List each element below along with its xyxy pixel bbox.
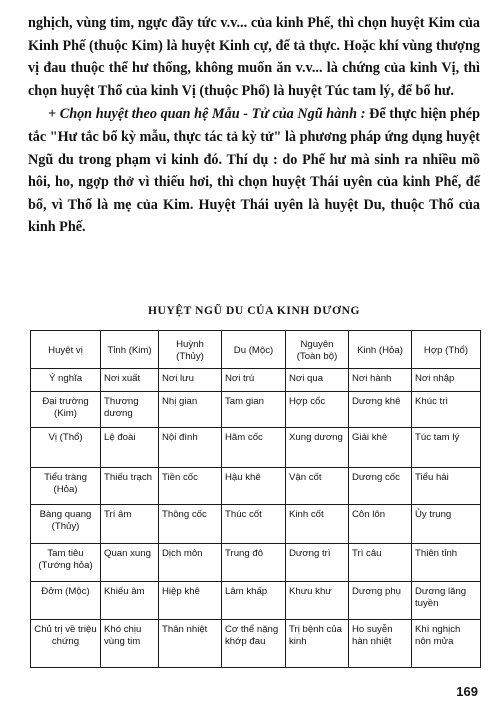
table-row [31,544,481,582]
table-cell: Lâm khấp [222,582,286,620]
table-cell: Túc tam lý [412,428,481,468]
header-cell: Huỳnh (Thủy) [159,331,222,369]
table-cell: Nơi qua [286,369,349,392]
header-cell: Du (Mộc) [222,331,286,369]
table-cell: Nơi xuất [101,369,159,392]
table-row [31,505,481,544]
row-label: Đại trường (Kim) [31,392,101,428]
table-cell: Khí nghịch nôn mửa [412,620,481,668]
table-cell: Trung đô [222,544,286,582]
paragraph-2-lead: + Chọn huyệt theo quan hệ Mẫu - Tử của Ngũ hành : [48,106,366,123]
body-text [28,12,480,239]
page-number: 169 [456,684,478,699]
table-cell: Hợp cốc [286,392,349,428]
table-row [31,582,481,620]
table-cell: Cơ thể nặng khớp đau [222,620,286,668]
table-cell: Ủy trung [412,505,481,544]
table-cell: Khưu khư [286,582,349,620]
table-cell: Dương khê [349,392,412,428]
table-header-row [31,331,481,369]
table-cell: Thương dương [101,392,159,428]
paragraph-2-body: Để thực hiện phép tắc "Hư tắc bổ kỳ mẫu, thực tác tả kỳ tử" là phương pháp ứng dụng huyệt Ngũ du trong phạm vi kinh đó. Thí dụ : do Phế hư mà sinh ra nhiều mồ hôi, ho, ngợp thở vì thiếu hơi, thì chọn huyệt Thái uyên của kinh Phế, để bổ, vì Thổ là mẹ của Kim. Huyệt Thái uyên là huyệt Du, thuộc Thổ của kinh Phế. [28,106,480,236]
row-label: Ý nghĩa [31,369,101,392]
row-label: Vị (Thổ) [31,428,101,468]
header-cell: Tỉnh (Kim) [101,331,159,369]
table-cell: Nơi nhập [412,369,481,392]
table-cell: Kinh cốt [286,505,349,544]
table-cell: Tiền cốc [159,468,222,505]
table-cell: Trì câu [349,544,412,582]
table-cell: Dương phụ [349,582,412,620]
table-cell: Dương trì [286,544,349,582]
table-cell: Ho suyễn hàn nhiệt [349,620,412,668]
table-cell: Thúc cốt [222,505,286,544]
table-cell: Vận cốt [286,468,349,505]
table-title: HUYỆT NGŨ DU CỦA KINH DƯƠNG [147,305,361,317]
paragraph-2 [28,103,480,239]
five-points-table [30,330,481,668]
row-label: Bàng quang (Thủy) [31,505,101,544]
table-cell: Trí âm [101,505,159,544]
table-cell: Khó chịu vùng tim [101,620,159,668]
table-cell: Quan xung [101,544,159,582]
table-cell: Thông cốc [159,505,222,544]
table-row [31,392,481,428]
table-cell: Lệ đoài [101,428,159,468]
row-label: Chủ trị về triệu chứng [31,620,101,668]
row-label: Tiểu tràng (Hỏa) [31,468,101,505]
table-cell: Trị bệnh của kinh [286,620,349,668]
table-row [31,428,481,468]
table-cell: Khiếu âm [101,582,159,620]
header-cell: Nguyên (Toàn bộ) [286,331,349,369]
header-cell: Huyệt vị [31,331,101,369]
header-cell: Kinh (Hỏa) [349,331,412,369]
header-cell: Hợp (Thổ) [412,331,481,369]
table-row [31,468,481,505]
table-row [31,620,481,668]
table-cell: Hiệp khê [159,582,222,620]
table-cell: Giải khê [349,428,412,468]
table-cell: Nơi hành [349,369,412,392]
paragraph-1: nghịch, vùng tim, ngực đầy tức v.v... của kinh Phế, thì chọn huyệt Kim của Kinh Phế (thuộc Kim) là huyệt Kinh cự, để tả thực. Hoặc khí vùng thượng vị đau thuộc thể hư thống, không muốn ăn v.v... là chứng của kinh Vị, thì chọn huyệt Thổ của kinh Vị (thuộc Phổ) là huyệt Túc tam lý, để bổ hư. [28,15,480,99]
table-row [31,369,481,392]
table-cell: Thân nhiệt [159,620,222,668]
row-label: Tam tiêu (Tướng hỏa) [31,544,101,582]
table-cell: Nhị gian [159,392,222,428]
table-cell: Tam gian [222,392,286,428]
table-cell: Khúc trì [412,392,481,428]
table-cell: Hậu khê [222,468,286,505]
table-cell: Dương cốc [349,468,412,505]
table-cell: Nơi trú [222,369,286,392]
table-cell: Nội đình [159,428,222,468]
table-cell: Côn lôn [349,505,412,544]
table-cell: Thiếu trạch [101,468,159,505]
table-cell: Tiểu hải [412,468,481,505]
table-cell: Dương lăng tuyền [412,582,481,620]
table-cell: Nơi lưu [159,369,222,392]
table-cell: Xung dương [286,428,349,468]
table-cell: Thiên tỉnh [412,544,481,582]
table-cell: Dịch môn [159,544,222,582]
row-label: Đởm (Mộc) [31,582,101,620]
table-cell: Hãm cốc [222,428,286,468]
